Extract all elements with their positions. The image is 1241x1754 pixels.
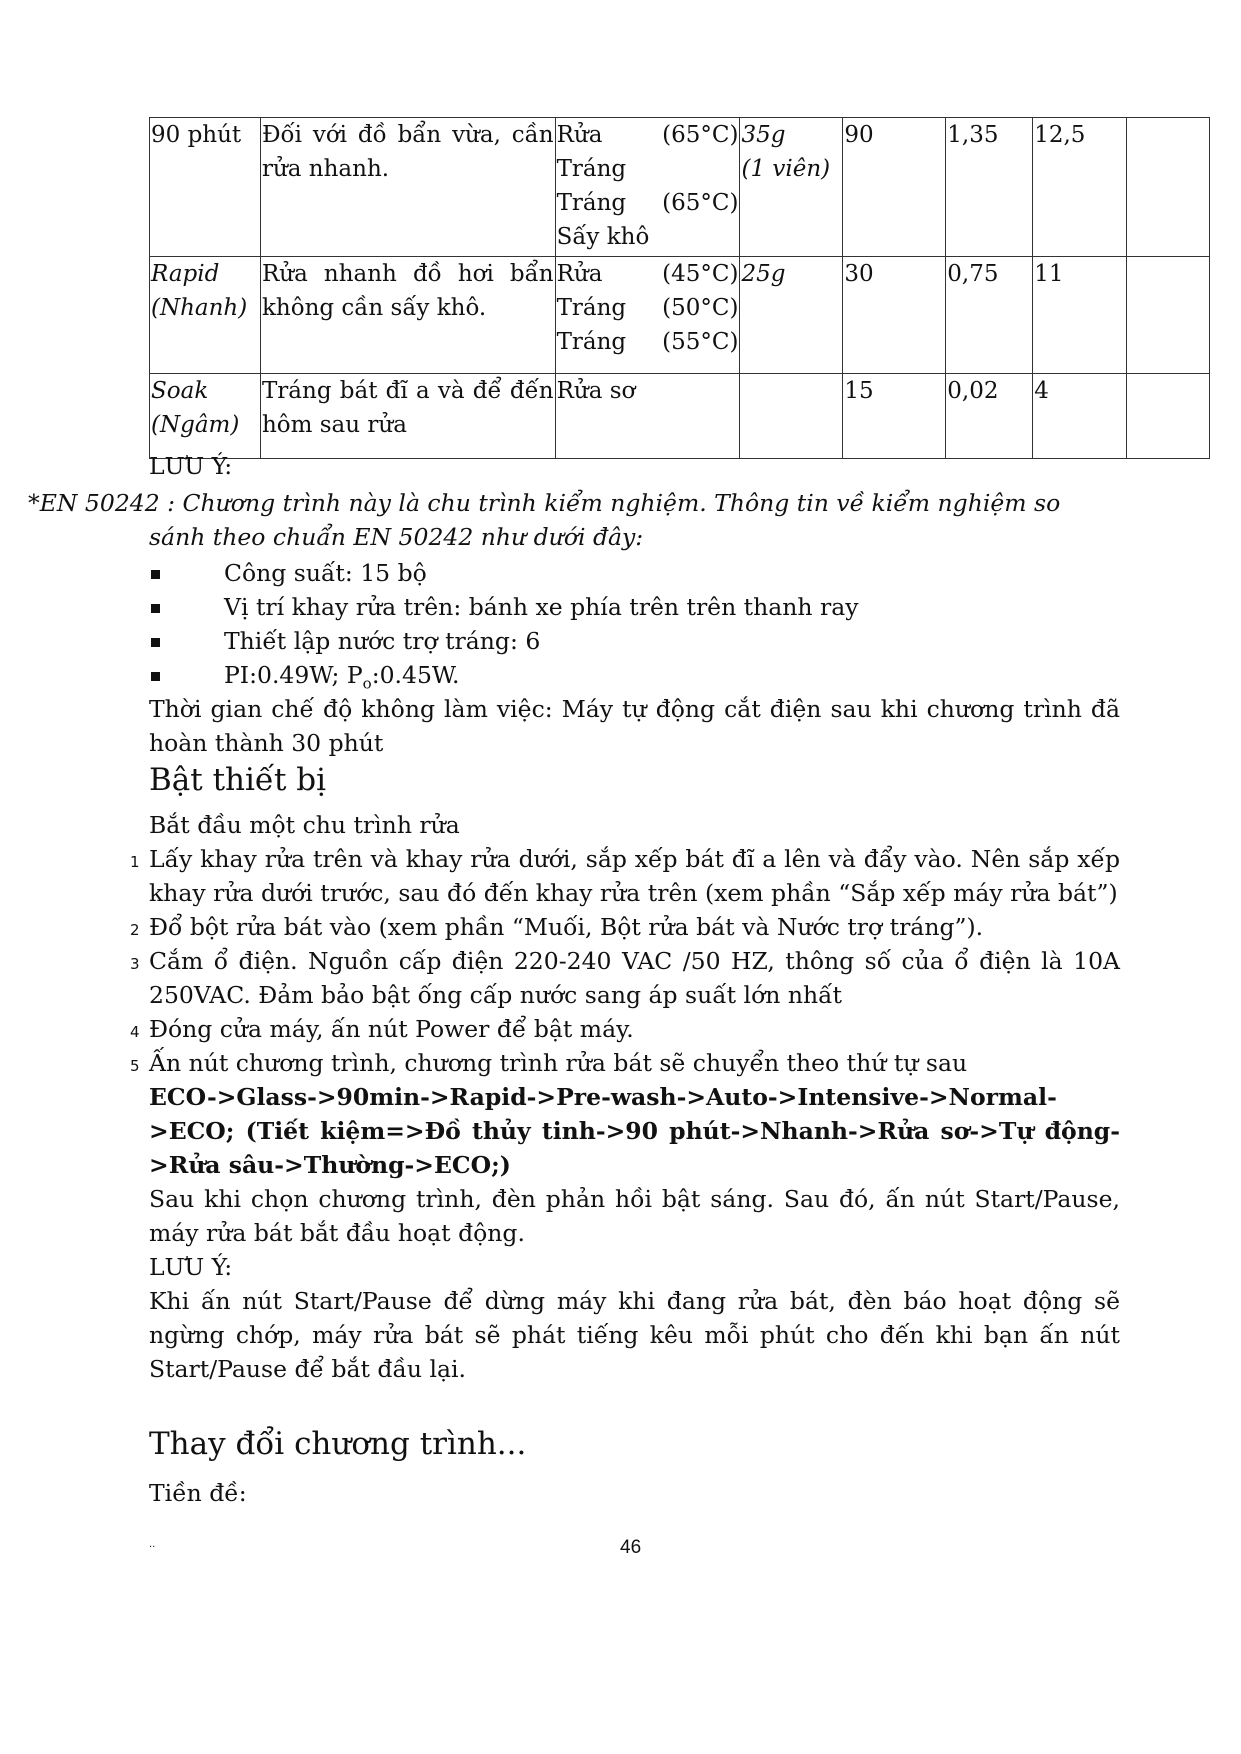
table-row xyxy=(150,374,1210,459)
square-bullet-icon xyxy=(151,672,160,681)
square-bullet-icon xyxy=(151,638,160,647)
list-item: 4 Đóng cửa máy, ấn nút Power để bật máy. xyxy=(130,1015,634,1043)
program-name-cell: Rapid (Nhanh) xyxy=(150,257,261,374)
cycle-steps-cell xyxy=(555,257,740,374)
energy-cell: 0,75 xyxy=(946,257,1033,374)
section-heading-turn-on: Bật thiết bị xyxy=(149,762,327,798)
list-item: PI:0.49W; $P_o:0.45W$. xyxy=(149,658,1120,701)
footer-marks: .. xyxy=(149,1539,156,1550)
cycle-step: Rửa (65°C) xyxy=(556,122,739,148)
cycle-step: Tráng (65°C) xyxy=(556,190,739,216)
instruction-steps xyxy=(130,842,1120,1386)
section-heading-change-program: Thay đổi chương trình... xyxy=(149,1426,527,1462)
list-item: 1 Lấy khay rửa trên và khay rửa dưới, sắp xếp bát đĩ a lên và đẩy vào. Nên sắp xếp khay rửa dưới trước, sau đó đến khay rửa trên (xem phần “Sắp xếp máy rửa bát”) xyxy=(130,845,1120,907)
list-item: 3 Cắm ổ điện. Nguồn cấp điện 220-240 VAC /50 HZ, thông số của ổ điện là 10A 250VAC. Đảm bảo bật ống cấp nước sang áp suất lớn nhất xyxy=(130,947,1120,1009)
water-cell: 11 xyxy=(1033,257,1127,374)
en-50242-note xyxy=(28,486,1120,554)
energy-cell: 1,35 xyxy=(946,118,1033,257)
detergent-cell: 25g xyxy=(740,257,843,374)
note-label: LƯU Ý: xyxy=(149,1253,233,1281)
en-note-continuation: sánh theo chuẩn EN 50242 như dưới đây: xyxy=(149,523,644,551)
time-cell: 15 xyxy=(843,374,946,459)
time-cell: 30 xyxy=(843,257,946,374)
en-note-first-line: *EN 50242 : Chương trình này là chu trình kiểm nghiệm. Thông tin về kiểm nghiệm so xyxy=(28,489,1061,517)
cycle-step: Tráng xyxy=(556,156,627,182)
premise-label: Tiền đề: xyxy=(149,1479,247,1507)
detergent-cell: 35g (1 viên) xyxy=(740,118,843,257)
water-cell: 12,5 xyxy=(1033,118,1127,257)
pause-note: Khi ấn nút Start/Pause để dừng máy khi đang rửa bát, đèn báo hoạt động sẽ ngừng chớp, máy rửa bát sẽ phát tiếng kêu mỗi phút cho đến khi bạn ấn nút Start/Pause để bắt đầu lại. xyxy=(149,1287,1120,1383)
cycle-step: Tráng (50°C) xyxy=(556,295,739,321)
program-name-cell: Soak (Ngâm) xyxy=(150,374,261,459)
square-bullet-icon xyxy=(151,604,160,613)
list-item: Công suất: 15 bộ xyxy=(149,556,1120,590)
program-sequence: ECO->Glass->90min->Rapid->Pre-wash->Auto->Intensive->Normal- >ECO; (Tiết kiệm=>Đồ thủy tinh->90 phút->Nhanh->Rửa sơ->Tự động->Rửa sâu->Thường->ECO;) xyxy=(149,1083,1120,1179)
cycle-steps-cell xyxy=(555,118,740,257)
page-number: 46 xyxy=(620,1537,642,1558)
program-name-cell: 90 phút xyxy=(150,118,261,257)
description-cell: Đối với đồ bẩn vừa, cần rửa nhanh. xyxy=(260,118,555,257)
square-bullet-icon xyxy=(151,570,160,579)
extra-cell xyxy=(1127,118,1210,257)
standby-text: Thời gian chế độ không làm việc: Máy tự động cắt điện sau khi chương trình đã hoàn thành 30 phút xyxy=(149,695,1120,757)
after-select-text: Sau khi chọn chương trình, đèn phản hồi bật sáng. Sau đó, ấn nút Start/Pause, máy rửa bát bắt đầu hoạt động. xyxy=(149,1185,1120,1247)
energy-cell: 0,02 xyxy=(946,374,1033,459)
detergent-cell xyxy=(740,374,843,459)
table-row xyxy=(150,118,1210,257)
note-label: LƯU Ý: xyxy=(149,452,233,480)
description-cell: Rửa nhanh đồ hơi bẩn không cần sấy khô. xyxy=(260,257,555,374)
list-item: Thiết lập nước trợ tráng: 6 xyxy=(149,624,1120,658)
list-item: Vị trí khay rửa trên: bánh xe phía trên trên thanh ray xyxy=(149,590,1120,624)
spec-bullet-list xyxy=(149,556,1120,701)
cycle-step: Sấy khô xyxy=(556,224,650,250)
water-cell: 4 xyxy=(1033,374,1127,459)
description-cell: Tráng bát đĩ a và để đến hôm sau rửa xyxy=(260,374,555,459)
cycle-steps-cell xyxy=(555,374,740,459)
extra-cell xyxy=(1127,257,1210,374)
table-row xyxy=(150,257,1210,374)
program-table xyxy=(149,117,1210,459)
list-item: 2 Đổ bột rửa bát vào (xem phần “Muối, Bột rửa bát và Nước trợ tráng”). xyxy=(130,913,984,941)
extra-cell xyxy=(1127,374,1210,459)
start-cycle-subheading: Bắt đầu một chu trình rửa xyxy=(149,811,460,839)
list-item: 5 Ấn nút chương trình, chương trình rửa bát sẽ chuyển theo thứ tự sau xyxy=(130,1049,968,1077)
cycle-step: Tráng (55°C) xyxy=(556,329,739,355)
time-cell: 90 xyxy=(843,118,946,257)
cycle-step: Rửa (45°C) xyxy=(556,261,739,287)
cycle-step: Rửa sơ xyxy=(556,378,636,404)
